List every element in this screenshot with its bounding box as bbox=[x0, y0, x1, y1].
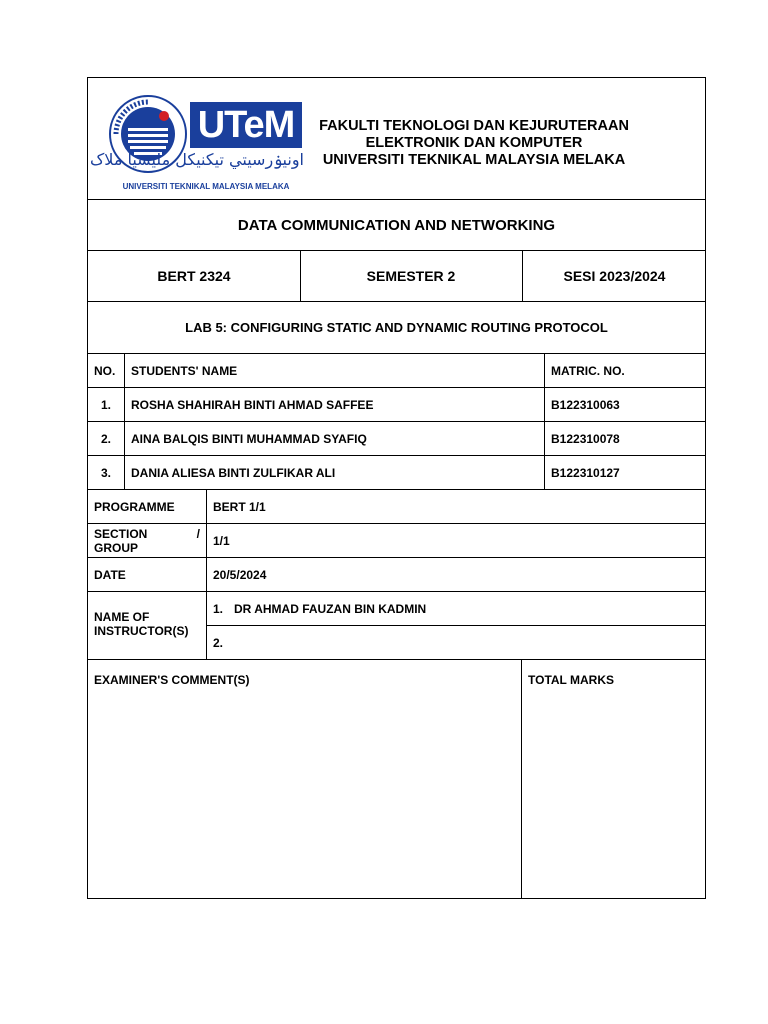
lab-title-row bbox=[88, 302, 705, 354]
student-no: 2. bbox=[100, 431, 111, 446]
header-row bbox=[88, 78, 705, 200]
col-header-no: NO. bbox=[94, 363, 116, 378]
col-header-name: STUDENTS' NAME bbox=[131, 363, 238, 378]
faculty-line-3: UNIVERSITI TEKNIKAL MALAYSIA MELAKA bbox=[322, 152, 626, 168]
course-title-row bbox=[88, 200, 705, 251]
faculty-line-1: FAKULTI TEKNOLOGI DAN KEJURUTERAAN bbox=[319, 118, 629, 134]
instructor-2-no: 2. bbox=[213, 635, 224, 650]
student-matric: B122310127 bbox=[551, 465, 620, 480]
instructor-1 bbox=[213, 592, 426, 625]
instructor-1-name: DR AHMAD FAUZAN BIN KADMIN bbox=[234, 601, 427, 616]
student-name: ROSHA SHAHIRAH BINTI AHMAD SAFFEE bbox=[131, 397, 374, 412]
divider bbox=[206, 625, 705, 626]
course-info-row bbox=[88, 251, 705, 302]
divider bbox=[206, 524, 207, 557]
lab-title: LAB 5: CONFIGURING STATIC AND DYNAMIC ROUTING PROTOCOL bbox=[185, 320, 608, 335]
divider bbox=[124, 388, 125, 421]
instructor-2 bbox=[213, 626, 223, 659]
programme-row bbox=[88, 490, 705, 524]
examiner-section bbox=[88, 660, 705, 898]
divider bbox=[521, 660, 522, 898]
students-header-row bbox=[88, 354, 705, 388]
section-row bbox=[88, 524, 705, 558]
programme-label: PROGRAMME bbox=[94, 499, 175, 514]
section-label-slash: / bbox=[196, 527, 200, 541]
section-label bbox=[94, 527, 200, 555]
section-value: 1/1 bbox=[213, 533, 230, 548]
date-row bbox=[88, 558, 705, 592]
faculty-heading bbox=[304, 118, 644, 169]
programme-value: BERT 1/1 bbox=[213, 499, 266, 514]
instructor-row bbox=[88, 592, 705, 660]
total-marks-label: TOTAL MARKS bbox=[528, 673, 614, 687]
table-row bbox=[88, 456, 705, 490]
divider bbox=[544, 456, 545, 489]
utem-logo bbox=[89, 94, 308, 194]
student-matric: B122310078 bbox=[551, 431, 620, 446]
student-matric: B122310063 bbox=[551, 397, 620, 412]
instructor-label bbox=[94, 610, 204, 638]
utem-jawi-text: اونيۏرسيتي تيکنيکل مليسيا ملاک bbox=[89, 150, 304, 169]
instructor-1-no: 1. bbox=[213, 601, 224, 616]
col-header-matric: MATRIC. NO. bbox=[551, 363, 625, 378]
table-row bbox=[88, 422, 705, 456]
student-no: 1. bbox=[100, 397, 111, 412]
divider bbox=[124, 354, 125, 387]
divider bbox=[206, 490, 207, 523]
student-name: AINA BALQIS BINTI MUHAMMAD SYAFIQ bbox=[131, 431, 367, 446]
instructor-label-line-2: INSTRUCTOR(S) bbox=[94, 624, 189, 638]
date-label: DATE bbox=[94, 567, 126, 582]
instructor-label-line-1: NAME OF bbox=[94, 610, 150, 624]
divider bbox=[124, 422, 125, 455]
group-label-text: GROUP bbox=[94, 541, 139, 555]
divider bbox=[544, 354, 545, 387]
student-no: 3. bbox=[100, 465, 111, 480]
examiner-comments-label: EXAMINER'S COMMENT(S) bbox=[94, 673, 250, 687]
table-row bbox=[88, 388, 705, 422]
divider bbox=[544, 422, 545, 455]
divider bbox=[124, 456, 125, 489]
utem-wordmark: UTeM bbox=[190, 102, 302, 148]
utem-caption: UNIVERSITI TEKNIKAL MALAYSIA MELAKA bbox=[122, 182, 290, 191]
student-name: DANIA ALIESA BINTI ZULFIKAR ALI bbox=[131, 465, 336, 480]
divider bbox=[206, 558, 207, 591]
course-title: DATA COMMUNICATION AND NETWORKING bbox=[237, 216, 556, 234]
cover-form bbox=[87, 77, 706, 899]
semester: SEMESTER 2 bbox=[366, 268, 456, 284]
course-code: BERT 2324 bbox=[157, 268, 231, 284]
section-label-text: SECTION bbox=[94, 527, 148, 541]
session: SESI 2023/2024 bbox=[563, 268, 666, 284]
faculty-line-2: ELEKTRONIK DAN KOMPUTER bbox=[365, 135, 583, 151]
date-value: 20/5/2024 bbox=[213, 567, 267, 582]
divider bbox=[544, 388, 545, 421]
